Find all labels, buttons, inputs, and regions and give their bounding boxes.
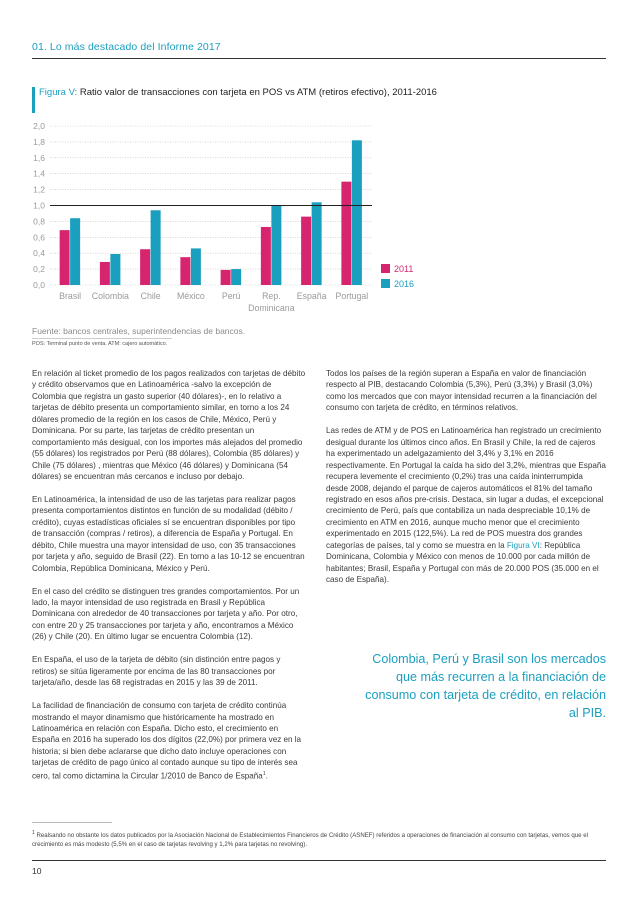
body-paragraph-with-link xyxy=(326,425,606,585)
header-divider xyxy=(32,58,606,59)
bar-2011 xyxy=(100,262,110,285)
x-tick-label: Chile xyxy=(140,291,161,301)
bar-2011 xyxy=(221,270,231,285)
y-tick-label: 1,8 xyxy=(33,136,45,147)
bar-chart xyxy=(0,110,638,325)
footnote xyxy=(32,829,610,849)
chart-note: POS: Terminal punto de venta. ATM: cajero automático. xyxy=(32,341,168,347)
y-tick-label: 0,2 xyxy=(33,264,45,275)
x-tick-label: Portugal xyxy=(335,291,369,301)
bar-2016 xyxy=(70,218,80,285)
bar-2016 xyxy=(110,254,120,285)
pull-quote: Colombia, Perú y Brasil son los mercados que más recurren a la financiación de consumo con tarjeta de crédito, en relación al PIB. xyxy=(365,652,606,720)
x-tick-label: Dominicana xyxy=(248,303,295,313)
footnote-number: 1 xyxy=(32,830,35,836)
x-tick-label: Perú xyxy=(221,291,241,301)
body-column-right xyxy=(326,368,606,597)
bar-2016 xyxy=(312,202,322,285)
legend-swatch-2011 xyxy=(381,264,390,273)
figure-label: Figura V: xyxy=(39,87,78,98)
y-tick-label: 0,0 xyxy=(33,280,45,290)
x-tick-label: México xyxy=(176,291,205,301)
bar-2016 xyxy=(231,269,241,285)
body-paragraph-text: La facilidad de financiación de consumo con tarjeta de crédito continúa mostrando el mayor dinamismo que históricamente ha mostrado en Latinoamérica en relación con España. Dicho esto, el crecimiento en España en 2016 ha superado los dos dígitos (22,0%) por primera vez en la historia; si bien debe aclararse que dicho dato incluye operaciones con tarjetas de crédito de pago único al contado aunque su tipo de interés sea cero, tal como dictamina la Circular 1/2010 de Banco de España xyxy=(32,701,302,781)
y-tick-label: 1,4 xyxy=(33,168,45,179)
body-column-left xyxy=(32,368,306,793)
body-paragraph: En España, el uso de la tarjeta de débito (sin distinción entre pagos y retiros) se sitúa ligeramente por encima de las 80 transacciones por tarjeta/año, desde las 68 registradas en 2015 y las 39 de 2011. xyxy=(32,655,281,688)
x-tick-label: Rep. xyxy=(262,291,281,301)
y-tick-label: 0,6 xyxy=(33,232,45,243)
body-paragraph: En Latinoamérica, la intensidad de uso de las tarjetas para realizar pagos presenta comportamientos distintos en función de su modalidad (débito / crédito), cuyas estadísticas oficiales sí se encuentran disponibles por tipo de transacción (compras / retiros), a diferencia de España y Portugal. En débito, Chile muestra una mayor intensidad de uso, con 35 transacciones por tarjeta y año, seguido de Brasil (22). En torno a las 10-12 se encuentran Colombia, República Dominicana, México y Perú. xyxy=(32,494,305,573)
bar-2011 xyxy=(301,217,311,285)
y-tick-label: 1,6 xyxy=(33,152,45,163)
body-paragraph-text: Las redes de ATM y de POS en Latinoamérica han registrado un crecimiento desigual durante los últimos cinco años. En Brasil y Chile, la red de cajeros ha experimentado un adelgazamiento del 3,4% y 3,1% en 2016 respectivamente. En Portugal la caída ha sido del 3,2%, mientras que España recupera levemente el crecimiento (0,2%) tras una caída ininterrumpida desde 2008, dejando el parque de cajeros automáticos el 81% del tamaño registrado en esos años pre-crisis. Destaca, sin lugar a dudas, el excepcional crecimiento de Perú, país que contabiliza un nada despreciable 10,1% de crecimiento en ATM en 2016, aunque mucho menor que el crecimiento experimentado en 2015 (122,5%). La red de POS muestra dos grandes categorías de países, tal y como se muestra en la xyxy=(326,426,606,550)
bar-2016 xyxy=(352,140,362,285)
bar-2016 xyxy=(271,206,281,286)
body-paragraph-with-footnote: La facilidad de financiación de consumo con tarjeta de crédito continúa mostrando el mayor dinamismo que históricamente ha mostrado en Latinoamérica en relación con España. Dicho esto, el crecimiento en España en 2016 ha superado los dos dígitos (22,0%) por primera vez en la historia; si bien debe aclararse que dicho dato incluye operaciones con tarjetas de crédito de pago único al contado aunque su tipo de interés sea cero, tal como dictamina la Circular 1/2010 de Banco de España$^1$. xyxy=(32,701,302,781)
bar-2011 xyxy=(261,227,271,285)
figure-title-text: Ratio valor de transacciones con tarjeta en POS vs ATM (retiros efectivo), 2011-2016 xyxy=(79,87,437,98)
y-tick-label: 1,2 xyxy=(33,184,45,195)
bar-2016 xyxy=(191,248,201,285)
chart-source: Fuente: bancos centrales, superintendencias de bancos. xyxy=(32,326,246,336)
body-paragraph: Todos los países de la región superan a España en valor de financiación respecto al PIB, destacando Colombia (5,3%), Perú (3,3%) y Brasil (3,0%) como los mercados que con mayor intensidad recurren a la financiación del consumo con tarjeta de crédito, en términos relativos. xyxy=(326,369,597,413)
y-tick-label: 1,0 xyxy=(33,200,45,211)
footer-divider xyxy=(32,860,606,861)
y-tick-label: 0,4 xyxy=(33,248,45,259)
bar-2011 xyxy=(180,257,190,285)
chart-note-divider xyxy=(32,338,172,339)
figure-title xyxy=(39,86,439,99)
legend-label-2016: 2016 xyxy=(394,279,415,289)
x-tick-label: Colombia xyxy=(91,291,129,301)
bar-2011 xyxy=(140,249,150,285)
bar-2011 xyxy=(341,182,351,285)
legend-swatch-2016 xyxy=(381,279,390,288)
figure-vi-link[interactable]: Figura VI xyxy=(506,540,540,550)
body-paragraph: En el caso del crédito se distinguen tres grandes comportamientos. Por un lado, la mayor intensidad de uso registrada en Brasil y República Dominicana con alrededor de 40 transacciones por tarjeta y año. Por otro, con entre 20 y 25 transacciones por tarjeta y año, encontramos a México (26) y Chile (20). En último lugar se encuentra Colombia (12). xyxy=(32,586,300,642)
section-header-title: 01. Lo más destacado del Informe 2017 xyxy=(32,41,221,53)
bar-2016 xyxy=(151,210,161,285)
page-number: 10 xyxy=(32,866,42,876)
bar-2011 xyxy=(60,230,70,285)
footnote-marker[interactable]: 1 xyxy=(262,770,266,777)
body-paragraph: En relación al ticket promedio de los pagos realizados con tarjetas de débito y crédito observamos que en Latinoamérica -salvo la excepción de Colombia que registra un gasto superior (40 dólares)-, en lo relativo a tarjetas de débito presenta un comportamiento similar, en torno a los 24 dólares promedio de la región en los casos de Chile, México, Perú y Dominicana. Por su parte, las tarjetas de crédito presentan un comportamiento más desigual, con los importes más alejados del promedio (55 dólares) los registrados por Perú (88 dólares), Colombia (85 dólares) y Chile (75 dólares) , mientras que México (46 dólares) y Dominicana (54 dólares) se encuentran más cercanos e incluso por debajo. xyxy=(32,369,306,482)
y-tick-label: 2,0 xyxy=(33,121,45,131)
x-tick-label: España xyxy=(296,291,327,301)
footnote-divider xyxy=(32,822,112,823)
body-paragraph-text: : República Dominicana, Colombia y México con menos de 10.000 por cada millón de habitantes; Brasil, España y Portugal con más de 20.000 POS (35.000 en el caso de España). xyxy=(326,540,599,585)
x-tick-label: Brasil xyxy=(59,291,82,301)
footnote-text: Realsando no obstante los datos publicados por la Asociación Nacional de Establecimientos Financieros de Crédito (ASNEF) referidos a operaciones de financiación al consumo con tarjetas, vemos que el crecimiento es más modesto (5,5% en el caso de tarjetas revolving y 1,2% para tarjetas no revolving). xyxy=(32,832,588,849)
legend-label-2011: 2011 xyxy=(394,264,414,274)
y-tick-label: 0,8 xyxy=(33,216,45,227)
